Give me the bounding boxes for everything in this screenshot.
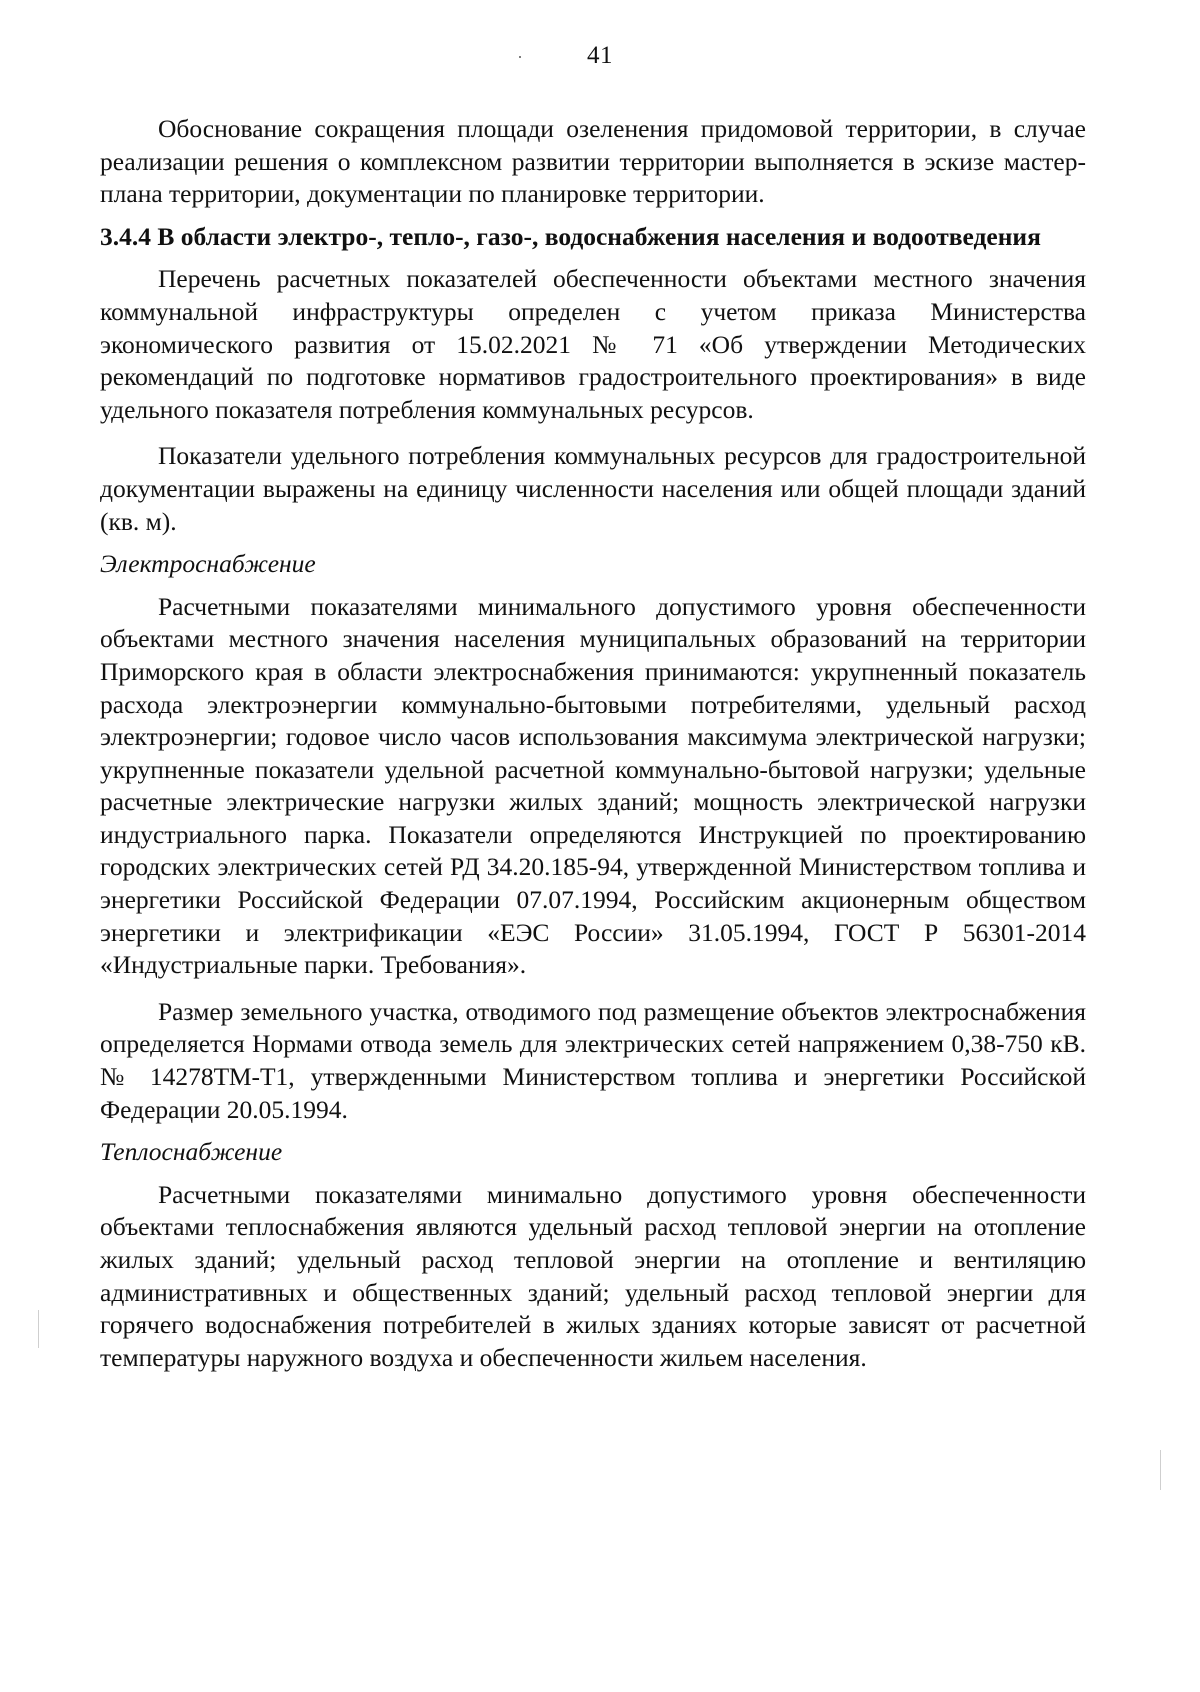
paragraph-indicator-list: Перечень расчетных показателей обеспеченности объектами местного значения коммунальной инфраструктуры определен с учетом приказа Министерства экономического развития от 15.02.2021 № 71 «Об утверждении Методических рекомендаций по подготовке нормативов градостроительного проектирования» в виде удельного показателя потребления коммунальных ресурсов. [100,264,1086,424]
scan-artifact-line [38,1310,39,1348]
page-number: 41 [587,42,613,69]
paragraph-specific-consumption: Показатели удельного потребления коммунальных ресурсов для градостроительной документации выражены на единицу численности населения или общей площади зданий (кв. м). [100,441,1086,536]
paragraph-heat-indicators: Расчетными показателями минимально допустимого уровня обеспеченности объектами теплоснабжения являются удельный расход тепловой энергии на отопление жилых зданий; удельный расход тепловой энергии на отопление и вентиляцию административных и общественных зданий; удельный расход тепловой энергии для горячего водоснабжения потребителей в жилых зданиях которые зависят от расчетной температуры наружного воздуха и обеспеченности жильем населения. [100,1179,1086,1372]
section-heading-3-4-4: 3.4.4 В области электро-, тепло-, газо-, водоснабжения населения и водоотведения [100,221,1041,251]
subheading-heat: Теплоснабжение [100,1137,283,1167]
document-body [100,113,1086,1374]
scan-artifact-line-right [1160,1450,1161,1490]
paragraph-electro-land-plot: Размер земельного участка, отводимого под размещение объектов электроснабжения определяется Нормами отвода земель для электрических сетей напряжением 0,38-750 кВ. № 14278ТМ-Т1, утвержденными Министерством топлива и энергетики Российской Федерации 20.05.1994. [100,996,1086,1124]
subheading-electro: Электроснабжение [100,549,316,579]
paragraph-electro-indicators: Расчетными показателями минимального допустимого уровня обеспеченности объектами местного значения населения муниципальных образований на территории Приморского края в области электроснабжения принимаются: укрупненный показатель расхода электроэнергии коммунально-бытовыми потребителями, удельный расход электроэнергии; годовое число часов использования максимума электрической нагрузки; укрупненные показатели удельной расчетной коммунально-бытовой нагрузки; удельные расчетные электрические нагрузки жилых зданий; мощность электрической нагрузки индустриального парка. Показатели определяются Инструкцией по проектированию городских электрических сетей РД 34.20.185-94, утвержденной Министерством топлива и энергетики Российской Федерации 07.07.1994, Российским акционерным обществом энергетики и электрификации «ЕЭС России» 31.05.1994, ГОСТ Р 56301-2014 «Индустриальные парки. Требования». [100,591,1086,980]
paragraph-greening-justification: Обоснование сокращения площади озеленения придомовой территории, в случае реализации решения о комплексном развитии территории выполняется в эскизе мастер-плана территории, документации по планировке территории. [100,114,1086,209]
